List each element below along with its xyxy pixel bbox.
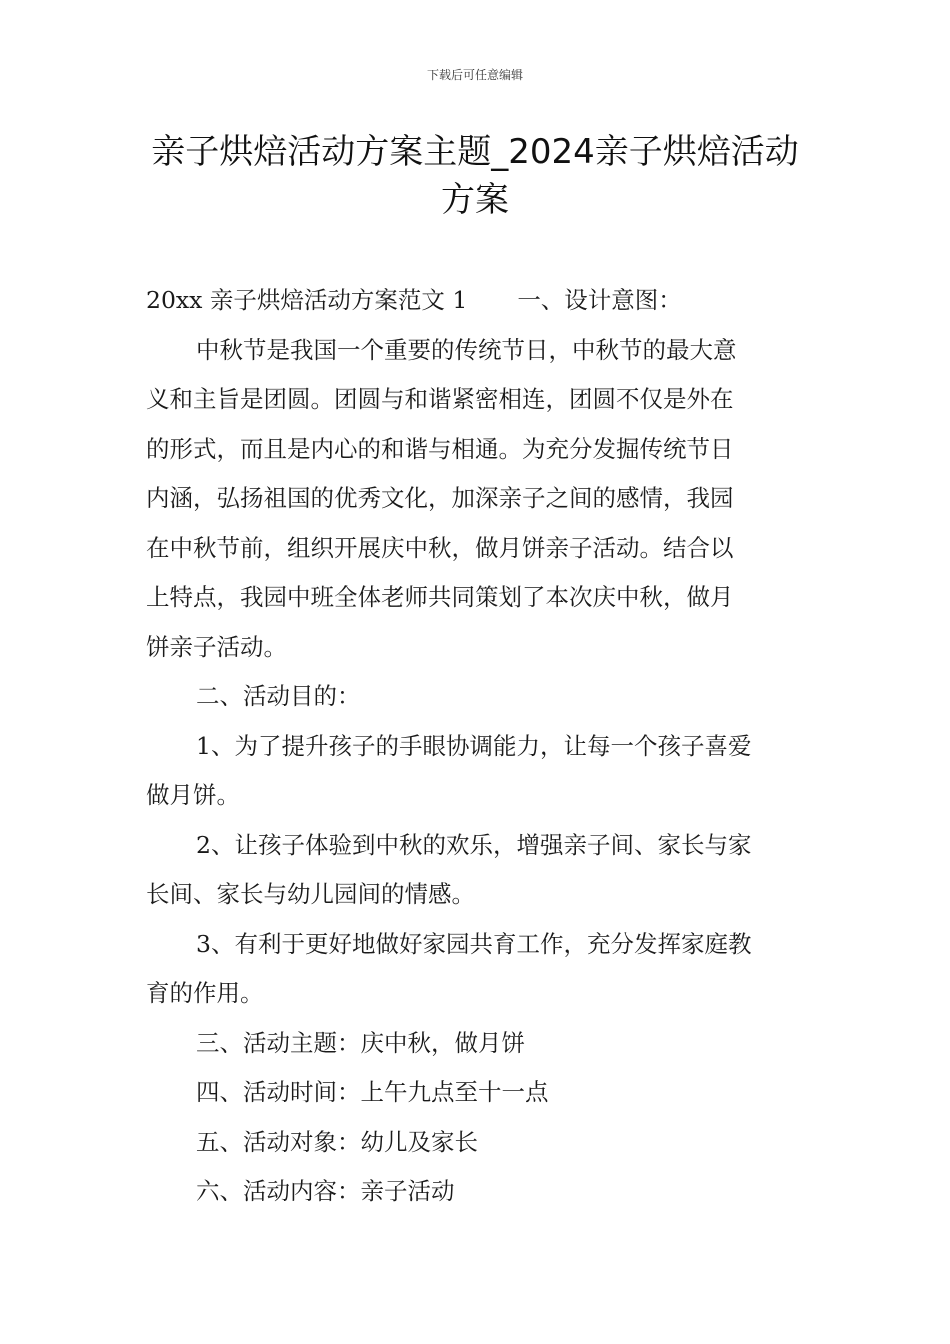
intro-label: 20xx 亲子烘焙活动方案范文 1 — [146, 286, 468, 314]
goal-2-line: 长间、家长与幼儿园间的情感。 — [146, 880, 475, 908]
section-4-time: 四、活动时间：上午九点至十一点 — [196, 1078, 549, 1106]
paragraph-line: 义和主旨是团圆。团圆与和谐紧密相连，团圆不仅是外在 — [146, 385, 734, 413]
section-3-theme: 三、活动主题：庆中秋，做月饼 — [196, 1028, 525, 1057]
paragraph-line: 中秋节是我国一个重要的传统节日，中秋节的最大意 — [196, 335, 737, 364]
goal-1-line: 1、为了提升孩子的手眼协调能力，让每一个孩子喜爱 — [196, 731, 752, 760]
paragraph-line: 内涵，弘扬祖国的优秀文化，加深亲子之间的感情，我园 — [146, 484, 734, 512]
goal-2-line: 2、让孩子体验到中秋的欢乐，增强亲子间、家长与家 — [196, 830, 752, 859]
section-2-heading: 二、活动目的： — [196, 682, 361, 710]
goal-3-line: 3、有利于更好地做好家园共育工作，充分发挥家庭教 — [196, 929, 752, 958]
goal-3-line: 育的作用。 — [146, 979, 264, 1007]
section-5-target: 五、活动对象：幼儿及家长 — [196, 1127, 478, 1156]
header-note: 下载后可任意编辑 — [426, 68, 523, 82]
intro-line — [146, 276, 808, 326]
document-title — [120, 128, 830, 224]
paragraph-line: 饼亲子活动。 — [146, 632, 287, 661]
paragraph-line: 在中秋节前，组织开展庆中秋，做月饼亲子活动。结合以 — [146, 533, 734, 562]
goal-1-line: 做月饼。 — [146, 781, 240, 809]
section-1-heading: 一、设计意图： — [517, 286, 682, 314]
title-line-2: 方案 — [441, 180, 509, 220]
paragraph-line: 上特点，我园中班全体老师共同策划了本次庆中秋，做月 — [146, 583, 734, 611]
document-body — [146, 276, 808, 1217]
title-line-1: 亲子烘焙活动方案主题_2024亲子烘焙活动 — [151, 132, 799, 172]
section-6-content: 六、活动内容：亲子活动 — [196, 1177, 455, 1205]
paragraph-line: 的形式，而且是内心的和谐与相通。为充分发掘传统节日 — [146, 434, 734, 463]
